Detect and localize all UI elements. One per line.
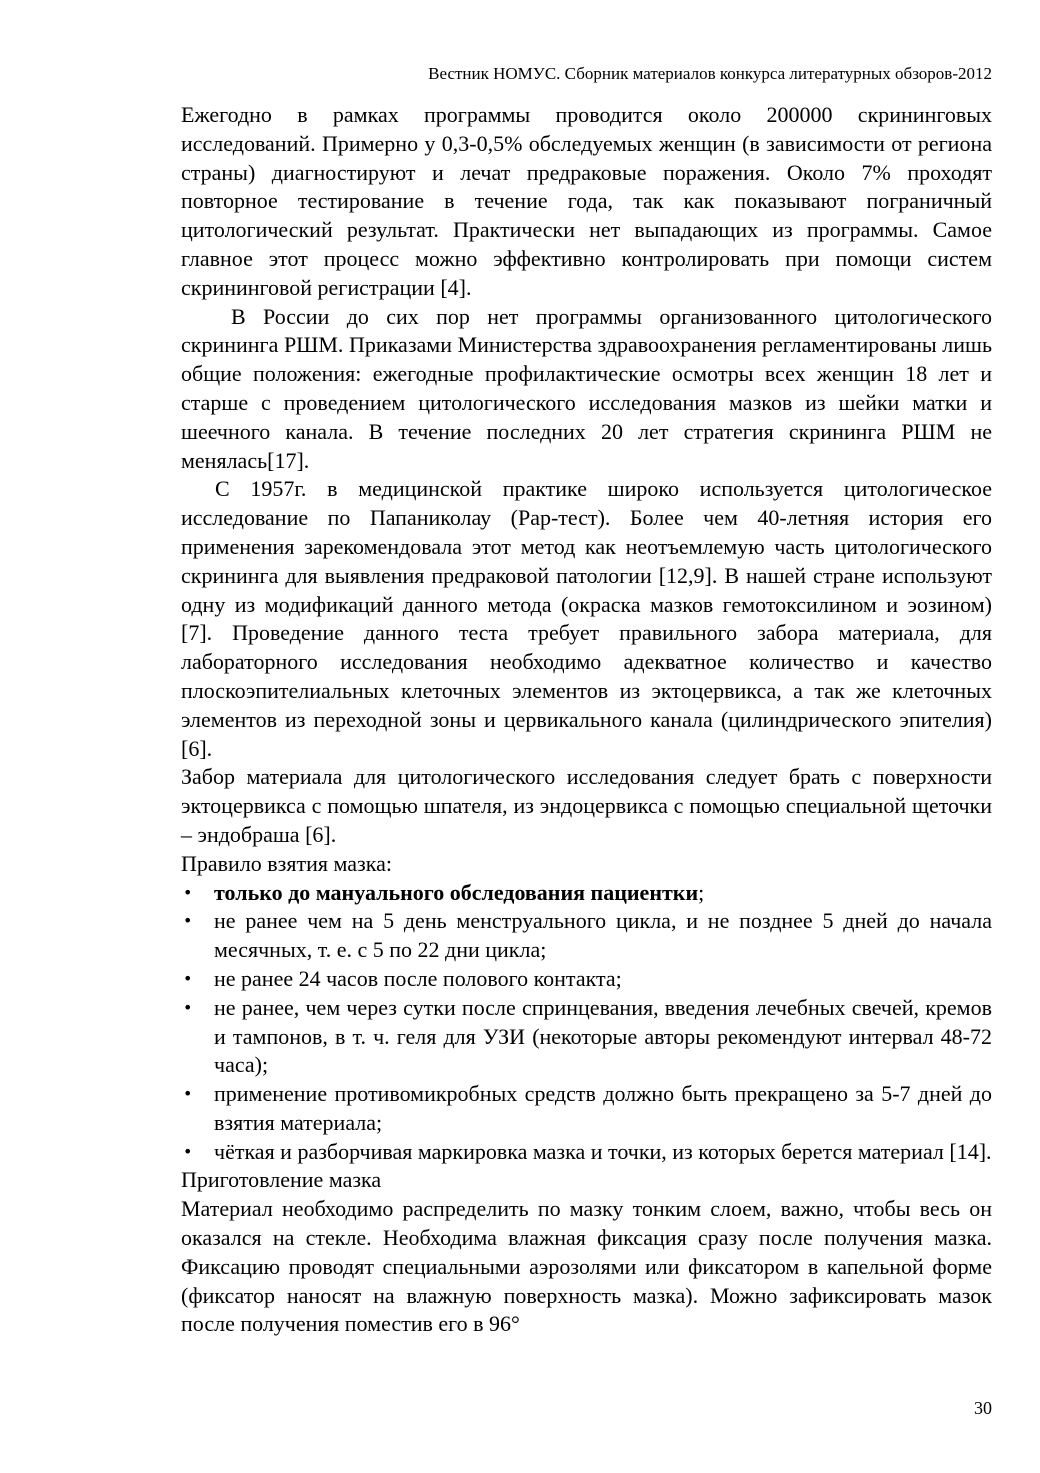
- running-header: Вестник НОМУС. Сборник материалов конкурса литературных обзоров-2012: [428, 64, 992, 83]
- rule-text: не ранее, чем через сутки после спринцевания, введения лечебных свечей, кремов и тампонов, в т. ч. геля для УЗИ (некоторые авторы рекомендуют интервал 48-72 часа);: [214, 994, 992, 1078]
- list-item: [181, 1080, 992, 1138]
- bullet-icon: •: [183, 911, 193, 931]
- rule-bold-text: только до мануального обследования пациентки: [214, 879, 699, 905]
- list-item: [181, 994, 992, 1080]
- paragraph-pap-test: С 1957г. в медицинской практике широко используется цитологическое исследование по Папаниколау (Pap-тест). Более чем 40-летняя история его применения зарекомендовала этот метод как неотъемлемую часть цитологического скрининга для выявления предраковой патологии [12,9]. В нашей стране используют одну из модификаций данного метода (окраска мазков гемотоксилином и эозином) [7]. Проведение данного теста требует правильного забора материала, для лабораторного исследования необходимо адекватное количество и качество плоскоэпителиальных клеточных элементов из эктоцервикса, а так же клеточных элементов из переходной зоны и цервикального канала (цилиндрического эпителия) [6].: [181, 476, 992, 761]
- paragraph-screening-stats: Ежегодно в рамках программы проводится около 200000 скрининговых исследований. Примерно у 0,3-0,5% обследуемых женщин (в зависимости от региона страны) диагностируют и лечат предраковые поражения. Около 7% проходят повторное тестирование в течение года, так как показывают пограничный цитологический результат. Практически нет выпадающих из программы. Самое главное этот процесс можно эффективно контролировать при помощи систем скрининговой регистрации [4].: [181, 102, 992, 300]
- bullet-icon: •: [183, 1084, 193, 1104]
- paragraph-material-collection: Забор материала для цитологического исследования следует брать с поверхности эктоцервикса с помощью шпателя, из эндоцервикса с помощью специальной щеточки – эндобраша [6].: [181, 764, 992, 847]
- bullet-icon: •: [183, 1141, 193, 1161]
- page-body: [181, 101, 992, 1339]
- smear-rules-list: [181, 879, 992, 1167]
- rule-tail-text: ;: [698, 879, 705, 905]
- paragraph-rules-heading: Правило взятия мазка:: [181, 850, 392, 876]
- list-item: [181, 1138, 992, 1167]
- rule-text: применение противомикробных средств должно быть прекращено за 5-7 дней до взятия материала;: [214, 1081, 992, 1135]
- rule-text: чёткая и разборчивая маркировка мазка и точки, из которых берется материал [14].: [214, 1138, 992, 1164]
- paragraph-russia-screening: В России до сих пор нет программы организованного цитологического скрининга РШМ. Приказами Министерства здравоохранения регламентированы лишь общие положения: ежегодные профилактические осмотры всех женщин 18 лет и старше с проведением цитологического исследования мазков из шейки матки и шеечного канала. В течение последних 20 лет стратегия скрининга РШМ не менялась[17].: [181, 303, 992, 473]
- list-item: [181, 907, 992, 965]
- section-heading-smear-preparation: Приготовление мазка: [181, 1167, 382, 1193]
- list-item: [181, 879, 992, 908]
- paragraph-smear-fixation: Материал необходимо распределить по мазку тонким слоем, важно, чтобы весь он оказался на стекле. Необходима влажная фиксация сразу после получения мазка. Фиксацию проводят специальными аэрозолями или фиксатором в капельной форме (фиксатор наносят на влажную поверхность мазка). Можно зафиксировать мазок после получения поместив его в 96°: [181, 1196, 992, 1337]
- list-item: [181, 965, 992, 994]
- bullet-icon: •: [183, 882, 193, 902]
- rule-text: не ранее чем на 5 день менструального цикла, и не позднее 5 дней до начала месячных, т. е. с 5 по 22 дни цикла;: [214, 908, 992, 963]
- bullet-icon: •: [183, 997, 193, 1017]
- page-number: 30: [974, 1398, 992, 1418]
- bullet-icon: •: [183, 968, 193, 988]
- rule-text: не ранее 24 часов после полового контакта;: [214, 965, 622, 991]
